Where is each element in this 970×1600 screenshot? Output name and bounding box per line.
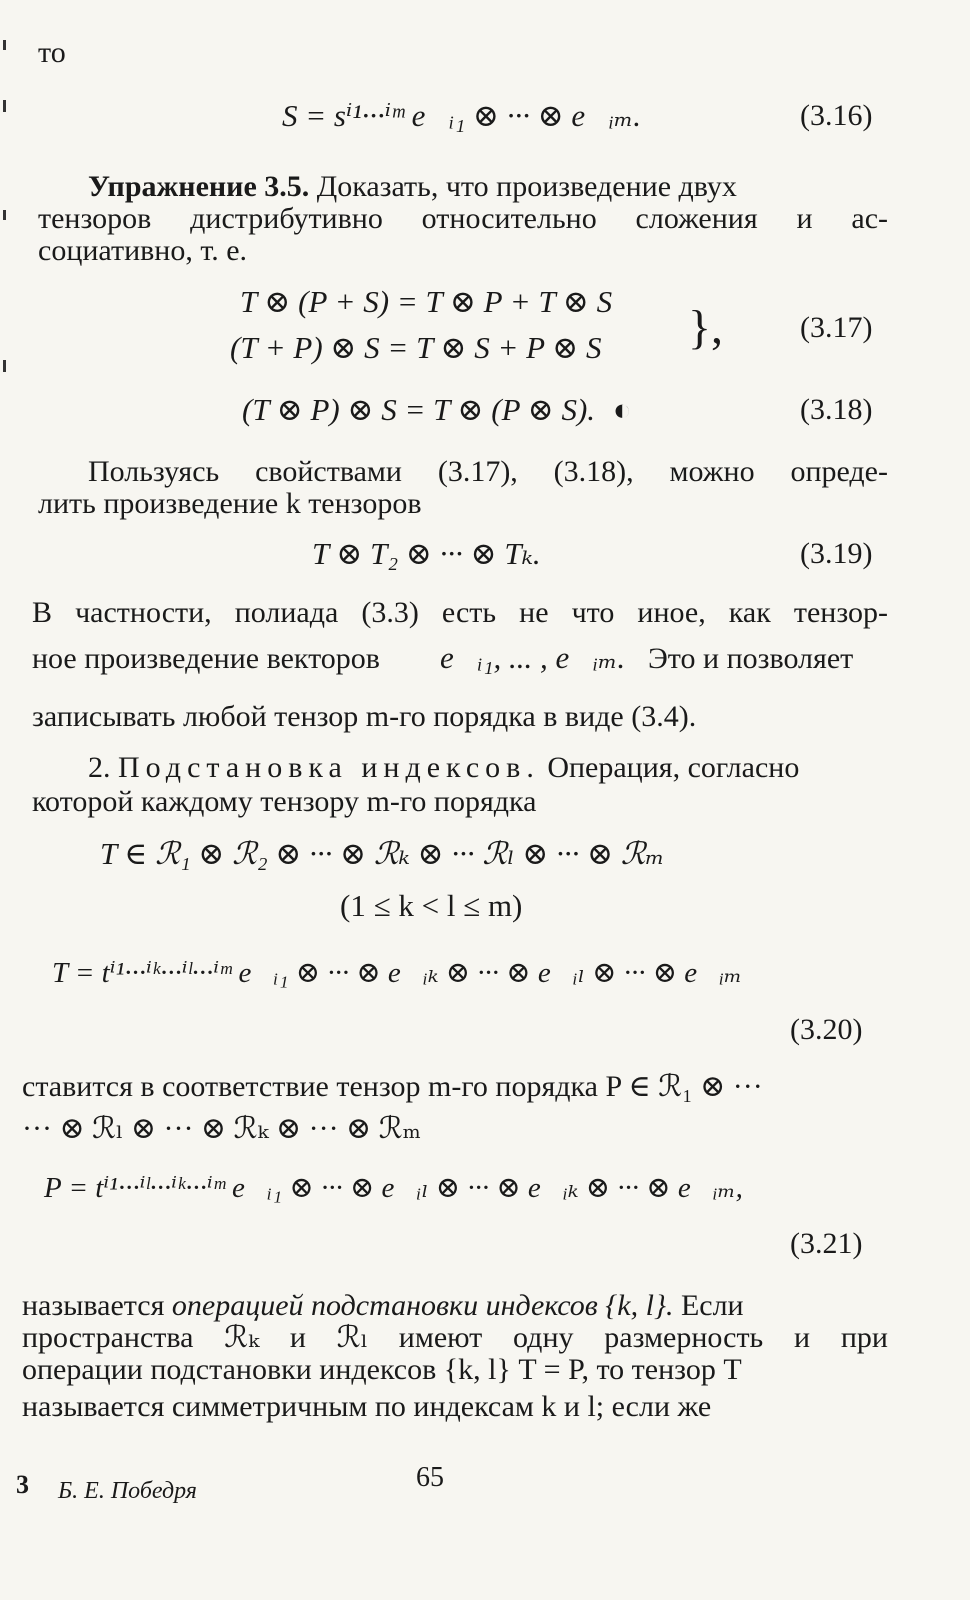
section-number: 2. bbox=[88, 751, 111, 784]
paragraph-6-line-1 bbox=[22, 1289, 888, 1323]
inline-vectors: e⃗ᵢ₁, ... , e⃗ᵢₘ. bbox=[440, 640, 626, 675]
exercise-line-2: тензоров дистрибутивно относительно сложения и ас- bbox=[38, 202, 888, 235]
paragraph-3-line-2-start: ное произведение векторов bbox=[32, 642, 380, 675]
brace-3-17: }, bbox=[688, 301, 724, 354]
equation-3-18-text: (T ⊗ P) ⊗ S = T ⊗ (P ⊗ S). bbox=[242, 392, 596, 427]
eq-number-3-20: (3.20) bbox=[790, 1013, 863, 1046]
paragraph-5-line-1: ставится в соответствие тензор m-го порядка P ∈ ℛ₁ ⊗ ··· bbox=[22, 1070, 763, 1103]
footer-author: Б. Е. Победря bbox=[58, 1478, 197, 1504]
end-of-exercise-icon: ◐ bbox=[612, 392, 632, 427]
eq-number-3-19: (3.19) bbox=[800, 537, 873, 570]
section-line-1-text: Операция, согласно bbox=[547, 751, 800, 784]
eq-number-3-18: (3.18) bbox=[800, 393, 873, 426]
exercise-label: Упражнение 3.5. bbox=[88, 170, 310, 203]
paragraph-3-line-1: В частности, полиада (3.3) есть не что иное, как тензор- bbox=[32, 596, 888, 629]
eq-number-3-21: (3.21) bbox=[790, 1227, 863, 1260]
page-number: 65 bbox=[416, 1462, 444, 1493]
binding-mark bbox=[3, 360, 6, 372]
term-index-substitution: операцией подстановки индексов {k, l}. bbox=[171, 1289, 674, 1322]
paragraph-3-line-3: записывать любой тензор m-го порядка в виде (3.4). bbox=[32, 700, 697, 733]
equation-3-21: P = tⁱ¹···ⁱˡ···ⁱᵏ···ⁱᵐ e⃗ᵢ₁ ⊗ ··· ⊗ e⃗ᵢₗ ⊗ ··· ⊗ e⃗ᵢₖ ⊗ ··· ⊗ e⃗ᵢₘ, bbox=[44, 1172, 743, 1204]
equation-3-16: S = sⁱ¹···ⁱᵐ e⃗ᵢ₁ ⊗ ··· ⊗ e⃗ᵢₘ. bbox=[282, 98, 641, 133]
section-2-line-1 bbox=[88, 751, 888, 785]
paragraph-2-line-1: Пользуясь свойствами (3.17), (3.18), можно опреде- bbox=[88, 455, 888, 488]
equation-3-18 bbox=[242, 392, 632, 428]
equation-3-19: T ⊗ T₂ ⊗ ··· ⊗ Tₖ. bbox=[312, 536, 541, 571]
index-condition: (1 ≤ k < l ≤ m) bbox=[340, 888, 523, 923]
space-definition: T ∈ ℛ₁ ⊗ ℛ₂ ⊗ ··· ⊗ ℛₖ ⊗ ··· ℛₗ ⊗ ··· ⊗ ℛₘ bbox=[100, 836, 665, 871]
binding-mark bbox=[3, 210, 6, 220]
exercise-line-1 bbox=[88, 170, 888, 204]
signature-mark: 3 bbox=[16, 1470, 29, 1499]
eq-number-3-17: (3.17) bbox=[800, 311, 873, 344]
eq-number-3-16: (3.16) bbox=[800, 99, 873, 132]
equation-3-17a: T ⊗ (P + S) = T ⊗ P + T ⊗ S bbox=[240, 284, 613, 319]
binding-mark bbox=[3, 40, 6, 50]
paragraph-6-word-end: Если bbox=[680, 1289, 744, 1322]
paragraph-6-line-3: операции подстановки индексов {k, l} T = P, то тензор T bbox=[22, 1353, 742, 1386]
exercise-line-3: социативно, т. е. bbox=[38, 234, 248, 267]
paragraph-6-word: называется bbox=[22, 1289, 165, 1322]
paragraph-6-line-4: называется симметричным по индексам k и l; если же bbox=[22, 1390, 712, 1423]
equation-3-17b: (T + P) ⊗ S = T ⊗ S + P ⊗ S bbox=[230, 330, 602, 365]
exercise-line-1-text: Доказать, что произведение двух bbox=[316, 170, 737, 203]
word-to: то bbox=[38, 36, 66, 69]
paragraph-6-line-2: пространства ℛₖ и ℛₗ имеют одну размерность и при bbox=[22, 1321, 888, 1354]
binding-mark bbox=[3, 100, 6, 112]
section-2-line-2: которой каждому тензору m-го порядка bbox=[32, 785, 537, 818]
section-title: Подстановка индексов. bbox=[118, 751, 540, 784]
paragraph-2-line-2: лить произведение k тензоров bbox=[38, 487, 422, 520]
paragraph-3-line-2-end: Это и позволяет bbox=[648, 642, 854, 675]
equation-3-20: T = tⁱ¹···ⁱᵏ···ⁱˡ···ⁱᵐ e⃗ᵢ₁ ⊗ ··· ⊗ e⃗ᵢₖ ⊗ ··· ⊗ e⃗ᵢₗ ⊗ ··· ⊗ e⃗ᵢₘ bbox=[52, 957, 743, 989]
paragraph-5-line-2: ··· ⊗ ℛₗ ⊗ ··· ⊗ ℛₖ ⊗ ··· ⊗ ℛₘ bbox=[22, 1112, 422, 1145]
